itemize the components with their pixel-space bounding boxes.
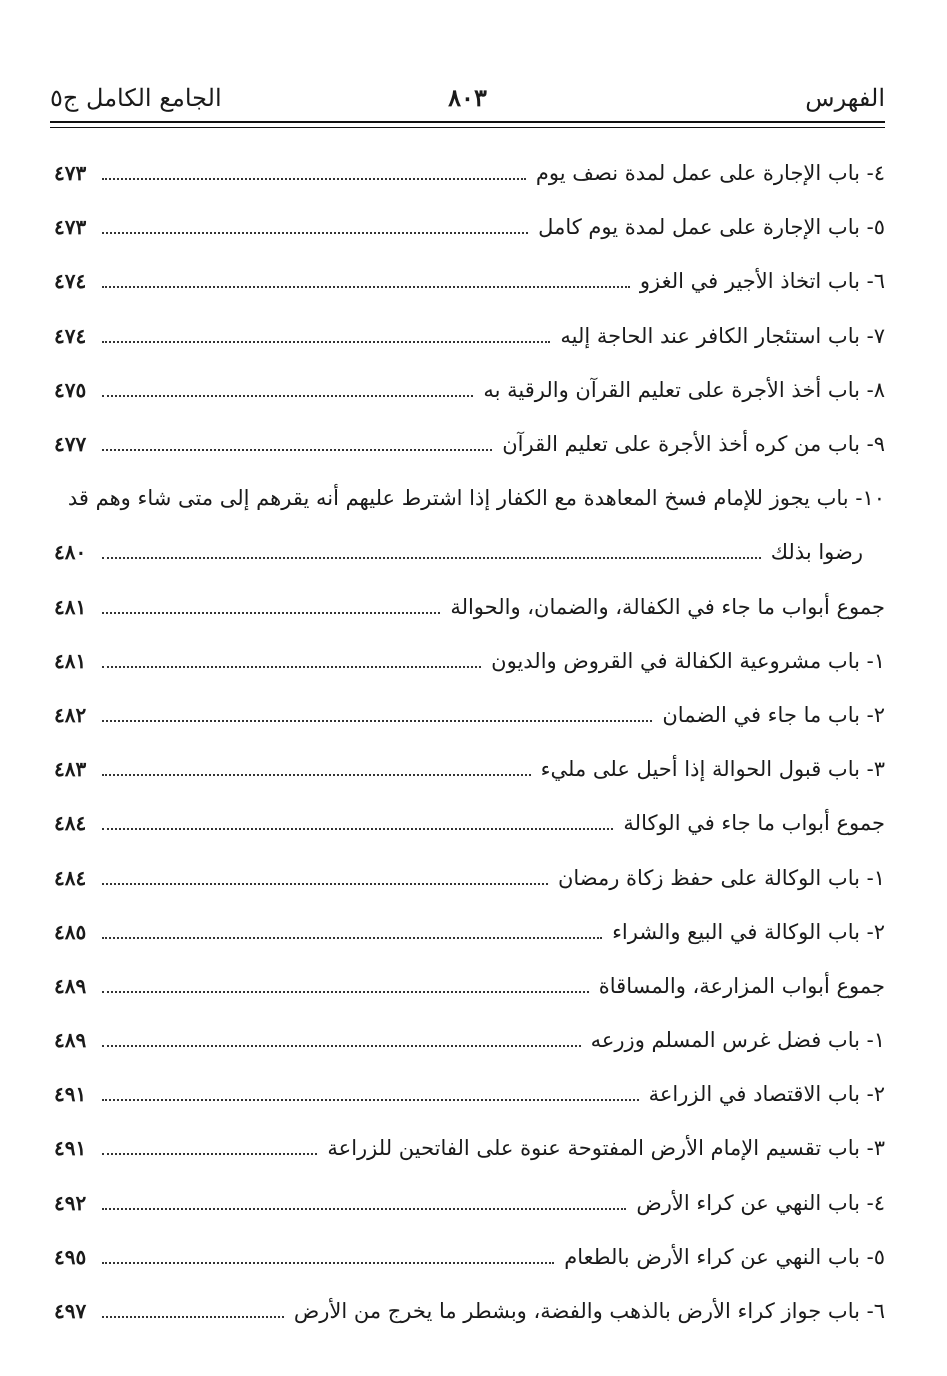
toc-entry-title: ٢- باب الاقتصاد في الزراعة xyxy=(648,1082,885,1107)
toc-entry-title: رضوا بذلك xyxy=(770,540,863,565)
toc-entry-title: جموع أبواب ما جاء في الوكالة xyxy=(623,811,885,836)
toc-entry-page: ٤٧٤ xyxy=(54,323,87,348)
toc-entry xyxy=(54,796,885,850)
toc-entry-title: ١- باب مشروعية الكفالة في القروض والديون xyxy=(491,648,885,673)
section-title: الفهرس xyxy=(805,84,885,112)
toc-entry-title: ٨- باب أخذ الأجرة على تعليم القرآن والرقية به xyxy=(483,377,885,402)
toc-entry-title: ٤- باب الإجارة على عمل لمدة نصف يوم xyxy=(535,161,885,186)
toc-entry-title: جموع أبواب ما جاء في الكفالة، والضمان، والحوالة xyxy=(450,594,885,619)
toc-entry-title: ٣- باب قبول الحوالة إذا أحيل على مليء xyxy=(540,757,885,782)
toc-entry xyxy=(54,146,885,200)
toc-entry-page: ٤٧٣ xyxy=(54,215,87,240)
dot-leader xyxy=(102,395,473,397)
toc-entry xyxy=(54,417,885,471)
toc-entry-title: ٣- باب تقسيم الإمام الأرض المفتوحة عنوة على الفاتحين للزراعة xyxy=(327,1136,885,1161)
dot-leader xyxy=(102,991,589,993)
dot-leader xyxy=(102,1262,554,1264)
toc-entry xyxy=(54,634,885,688)
toc-entry xyxy=(54,688,885,742)
toc-entry xyxy=(54,580,885,634)
toc-entry xyxy=(54,1284,885,1338)
toc-entry-title: ٤- باب النهي عن كراء الأرض xyxy=(636,1190,885,1215)
toc-entry xyxy=(54,309,885,363)
toc-entry-page: ٤٨٩ xyxy=(54,1028,87,1053)
toc-entry-page: ٤٩١ xyxy=(54,1082,87,1107)
toc-entry xyxy=(54,1121,885,1175)
toc-entry-title: ٥- باب الإجارة على عمل لمدة يوم كامل xyxy=(538,215,885,240)
dot-leader xyxy=(102,449,492,451)
toc-entry-page: ٤٨١ xyxy=(54,594,87,619)
dot-leader xyxy=(102,1045,581,1047)
toc-entry-page: ٤٧٥ xyxy=(54,377,87,402)
toc-entry-page: ٤٩٥ xyxy=(54,1244,87,1269)
toc-entry-title: ٦- باب اتخاذ الأجير في الغزو xyxy=(639,269,885,294)
toc-entry xyxy=(54,850,885,904)
dot-leader xyxy=(102,557,761,559)
toc-entry xyxy=(54,1067,885,1121)
toc-entry-title: ٢- باب ما جاء في الضمان xyxy=(662,702,885,727)
toc-entry xyxy=(54,525,885,579)
dot-leader xyxy=(102,1153,317,1155)
dot-leader xyxy=(102,883,548,885)
toc-entry-title: جموع أبواب المزارعة، والمساقاة xyxy=(598,973,885,998)
dot-leader xyxy=(102,286,630,288)
dot-leader xyxy=(102,720,652,722)
toc-entry-title: ٧- باب استئجار الكافر عند الحاجة إليه xyxy=(560,323,885,348)
toc-entry-title: ١- باب الوكالة على حفظ زكاة رمضان xyxy=(557,865,885,890)
toc-entry xyxy=(54,363,885,417)
book-title: الجامع الكامل ج٥ xyxy=(50,84,222,112)
toc-entry-title: ٥- باب النهي عن كراء الأرض بالطعام xyxy=(564,1244,885,1269)
dot-leader xyxy=(102,178,526,180)
toc-entry-page: ٤٨٤ xyxy=(54,811,87,836)
dot-leader xyxy=(102,774,531,776)
toc-entry-page: ٤٨٥ xyxy=(54,919,87,944)
dot-leader xyxy=(102,828,613,830)
toc-entry-page: ٤٨٤ xyxy=(54,865,87,890)
dot-leader xyxy=(102,1099,639,1101)
toc-entry xyxy=(54,742,885,796)
toc-entry-title: ١٠- باب يجوز للإمام فسخ المعاهدة مع الكفار إذا اشترط عليهم أنه يقرهم إلى متى شاء وهم قد xyxy=(67,486,885,511)
toc-entry xyxy=(54,905,885,959)
dot-leader xyxy=(102,666,481,668)
toc-entry-page: ٤٨٩ xyxy=(54,973,87,998)
toc-entry xyxy=(54,1013,885,1067)
toc-entry-page: ٤٩٧ xyxy=(54,1299,87,1324)
toc-entry xyxy=(54,200,885,254)
toc-entry xyxy=(54,254,885,308)
running-header xyxy=(50,80,885,120)
header-rule-thin xyxy=(50,127,885,128)
page-number: ٨٠٣ xyxy=(448,83,487,112)
toc-entry-page: ٤٧٣ xyxy=(54,161,87,186)
toc-entry-page: ٤٧٤ xyxy=(54,269,87,294)
toc-entry xyxy=(54,959,885,1013)
dot-leader xyxy=(102,1316,284,1318)
toc-entry-title: ٢- باب الوكالة في البيع والشراء xyxy=(612,919,885,944)
dot-leader xyxy=(102,937,602,939)
dot-leader xyxy=(102,612,440,614)
toc-entry-page: ٤٧٧ xyxy=(54,432,87,457)
dot-leader xyxy=(102,232,528,234)
toc-entry-page: ٤٨٣ xyxy=(54,757,87,782)
toc-entry-title: ٩- باب من كره أخذ الأجرة على تعليم القرآن xyxy=(502,432,885,457)
dot-leader xyxy=(102,341,550,343)
toc-entry xyxy=(54,1230,885,1284)
toc-entry-page: ٤٨٢ xyxy=(54,702,87,727)
toc-entry-page: ٤٩٢ xyxy=(54,1190,87,1215)
toc-entry-page: ٤٨٠ xyxy=(54,540,87,565)
toc-entry-title: ١- باب فضل غرس المسلم وزرعه xyxy=(590,1028,885,1053)
toc-entry-title: ٦- باب جواز كراء الأرض بالذهب والفضة، وبشطر ما يخرج من الأرض xyxy=(293,1299,885,1324)
table-of-contents xyxy=(54,146,885,1338)
toc-entry-page: ٤٨١ xyxy=(54,648,87,673)
header-rule-thick xyxy=(50,121,885,123)
toc-entry xyxy=(54,1176,885,1230)
toc-entry-page: ٤٩١ xyxy=(54,1136,87,1161)
dot-leader xyxy=(102,1208,626,1210)
toc-entry xyxy=(54,471,885,525)
